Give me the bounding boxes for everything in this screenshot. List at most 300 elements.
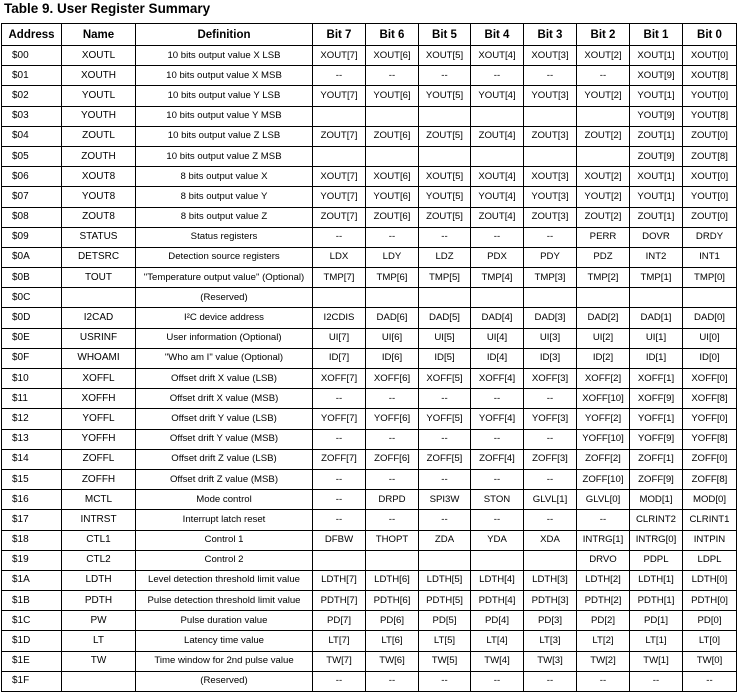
cell-bit0: YOUT[8] (683, 106, 737, 126)
cell-bit6: THOPT (366, 530, 419, 550)
cell-bit2: YOFF[2] (577, 409, 630, 429)
cell-bit5 (419, 106, 471, 126)
cell-bit1: MOD[1] (630, 490, 683, 510)
cell-bit1: DOVR (630, 227, 683, 247)
table-row (2, 268, 737, 288)
cell-name (62, 288, 136, 308)
table-row (2, 469, 737, 489)
cell-bit4: LT[4] (471, 631, 524, 651)
cell-name: STATUS (62, 227, 136, 247)
cell-bit1: ZOUT[1] (630, 126, 683, 146)
table-row (2, 146, 737, 166)
cell-name: ZOUT8 (62, 207, 136, 227)
cell-bit5: ZOUT[5] (419, 207, 471, 227)
cell-bit1: LT[1] (630, 631, 683, 651)
table-row (2, 288, 737, 308)
cell-bit3 (524, 550, 577, 570)
cell-bit6: LDTH[6] (366, 570, 419, 590)
cell-definition: Pulse detection threshold limit value (136, 591, 313, 611)
cell-address: $0F (2, 348, 62, 368)
cell-bit2: LT[2] (577, 631, 630, 651)
cell-bit3: YOFF[3] (524, 409, 577, 429)
cell-address: $08 (2, 207, 62, 227)
cell-bit1: YOUT[1] (630, 86, 683, 106)
table-row (2, 570, 737, 590)
cell-bit3: -- (524, 671, 577, 691)
cell-bit3: -- (524, 510, 577, 530)
cell-definition: "Who am I" value (Optional) (136, 348, 313, 368)
cell-bit4: -- (471, 510, 524, 530)
cell-bit6: ZOFF[6] (366, 449, 419, 469)
cell-bit2: -- (577, 671, 630, 691)
cell-bit5: LDTH[5] (419, 570, 471, 590)
cell-bit1: YOFF[9] (630, 429, 683, 449)
cell-bit3: GLVL[1] (524, 490, 577, 510)
cell-bit5: -- (419, 389, 471, 409)
cell-bit4: STON (471, 490, 524, 510)
cell-bit2: XOFF[10] (577, 389, 630, 409)
cell-bit1: PDPL (630, 550, 683, 570)
cell-definition: Offset drift Y value (MSB) (136, 429, 313, 449)
cell-bit0: CLRINT1 (683, 510, 737, 530)
cell-definition: Pulse duration value (136, 611, 313, 631)
cell-address: $05 (2, 146, 62, 166)
table-row (2, 86, 737, 106)
cell-definition: Offset drift Z value (LSB) (136, 449, 313, 469)
cell-bit1 (630, 288, 683, 308)
cell-bit7: UI[7] (313, 328, 366, 348)
table-row (2, 167, 737, 187)
cell-definition: Level detection threshold limit value (136, 570, 313, 590)
cell-definition: 10 bits output value Z LSB (136, 126, 313, 146)
cell-name: USRINF (62, 328, 136, 348)
cell-bit3: XOFF[3] (524, 369, 577, 389)
cell-bit0: YOUT[0] (683, 187, 737, 207)
cell-bit2: -- (577, 510, 630, 530)
cell-bit1: XOUT[1] (630, 46, 683, 66)
cell-address: $1D (2, 631, 62, 651)
cell-bit6 (366, 550, 419, 570)
cell-bit2: ZOUT[2] (577, 126, 630, 146)
register-summary-table (1, 23, 737, 692)
cell-bit7: ZOFF[7] (313, 449, 366, 469)
cell-bit7: LDX (313, 247, 366, 267)
cell-name: PW (62, 611, 136, 631)
cell-bit1: YOFF[1] (630, 409, 683, 429)
header-row (2, 24, 737, 46)
table-row (2, 66, 737, 86)
cell-bit5: XOFF[5] (419, 369, 471, 389)
cell-name: INTRST (62, 510, 136, 530)
cell-bit4: PDX (471, 247, 524, 267)
cell-bit4: -- (471, 469, 524, 489)
table-row (2, 247, 737, 267)
cell-bit5: -- (419, 671, 471, 691)
cell-bit2: GLVL[0] (577, 490, 630, 510)
cell-bit7: -- (313, 469, 366, 489)
cell-bit7: XOUT[7] (313, 167, 366, 187)
cell-bit5: YOUT[5] (419, 187, 471, 207)
cell-name: XOFFL (62, 369, 136, 389)
cell-name: WHOAMI (62, 348, 136, 368)
cell-name: TOUT (62, 268, 136, 288)
cell-bit6: YOUT[6] (366, 187, 419, 207)
cell-definition: I²C device address (136, 308, 313, 328)
cell-bit4: -- (471, 389, 524, 409)
cell-bit3: -- (524, 66, 577, 86)
cell-bit7: I2CDIS (313, 308, 366, 328)
cell-name: I2CAD (62, 308, 136, 328)
cell-address: $17 (2, 510, 62, 530)
cell-definition: 8 bits output value Y (136, 187, 313, 207)
header-bit1: Bit 1 (630, 24, 683, 46)
cell-bit2: DAD[2] (577, 308, 630, 328)
cell-name: ZOFFL (62, 449, 136, 469)
cell-bit3: LDTH[3] (524, 570, 577, 590)
table-row (2, 490, 737, 510)
cell-address: $06 (2, 167, 62, 187)
cell-bit1: INTRG[0] (630, 530, 683, 550)
cell-bit4: TMP[4] (471, 268, 524, 288)
cell-bit6 (366, 106, 419, 126)
cell-bit7: ID[7] (313, 348, 366, 368)
cell-bit3: -- (524, 429, 577, 449)
cell-bit7: TMP[7] (313, 268, 366, 288)
cell-bit7: DFBW (313, 530, 366, 550)
cell-bit1: XOFF[1] (630, 369, 683, 389)
cell-bit1: ID[1] (630, 348, 683, 368)
cell-bit2: YOUT[2] (577, 187, 630, 207)
cell-address: $0D (2, 308, 62, 328)
cell-bit2: DRVO (577, 550, 630, 570)
cell-bit3: YOUT[3] (524, 187, 577, 207)
cell-bit7 (313, 106, 366, 126)
table-row (2, 187, 737, 207)
cell-bit6: -- (366, 66, 419, 86)
cell-bit2: YOUT[2] (577, 86, 630, 106)
cell-bit5: LT[5] (419, 631, 471, 651)
cell-bit6: YOFF[6] (366, 409, 419, 429)
cell-bit5: TMP[5] (419, 268, 471, 288)
cell-address: $1E (2, 651, 62, 671)
cell-bit0 (683, 288, 737, 308)
cell-bit6: XOUT[6] (366, 167, 419, 187)
cell-bit0: LDTH[0] (683, 570, 737, 590)
cell-bit7 (313, 288, 366, 308)
cell-name: CTL1 (62, 530, 136, 550)
table-row (2, 651, 737, 671)
cell-name: YOUT8 (62, 187, 136, 207)
header-bit0: Bit 0 (683, 24, 737, 46)
table-row (2, 46, 737, 66)
cell-bit5 (419, 288, 471, 308)
header-name: Name (62, 24, 136, 46)
cell-bit7: PDTH[7] (313, 591, 366, 611)
cell-name: YOFFL (62, 409, 136, 429)
cell-bit2: XOUT[2] (577, 167, 630, 187)
cell-bit6: XOUT[6] (366, 46, 419, 66)
cell-bit7: XOUT[7] (313, 46, 366, 66)
cell-definition: Time window for 2nd pulse value (136, 651, 313, 671)
cell-bit7: YOUT[7] (313, 187, 366, 207)
table-row (2, 227, 737, 247)
cell-definition: Control 1 (136, 530, 313, 550)
cell-bit4: -- (471, 227, 524, 247)
cell-bit2 (577, 288, 630, 308)
cell-bit1: ZOUT[9] (630, 146, 683, 166)
cell-bit0: XOFF[0] (683, 369, 737, 389)
cell-bit4: -- (471, 429, 524, 449)
cell-name: ZOUTL (62, 126, 136, 146)
cell-bit5: ZDA (419, 530, 471, 550)
cell-bit2: TMP[2] (577, 268, 630, 288)
cell-name: YOUTL (62, 86, 136, 106)
cell-bit3: ZOFF[3] (524, 449, 577, 469)
cell-bit5: -- (419, 227, 471, 247)
cell-bit5: YOUT[5] (419, 86, 471, 106)
cell-bit0: YOFF[8] (683, 429, 737, 449)
cell-address: $13 (2, 429, 62, 449)
cell-bit5: PD[5] (419, 611, 471, 631)
cell-bit0: DAD[0] (683, 308, 737, 328)
cell-definition: Latency time value (136, 631, 313, 651)
cell-definition: Offset drift Y value (LSB) (136, 409, 313, 429)
cell-bit6: DAD[6] (366, 308, 419, 328)
cell-bit7: -- (313, 671, 366, 691)
cell-bit4: TW[4] (471, 651, 524, 671)
table-row (2, 631, 737, 651)
header-bit2: Bit 2 (577, 24, 630, 46)
header-bit7: Bit 7 (313, 24, 366, 46)
cell-bit5: ZOFF[5] (419, 449, 471, 469)
cell-definition: (Reserved) (136, 671, 313, 691)
cell-bit6: ZOUT[6] (366, 126, 419, 146)
cell-definition: (Reserved) (136, 288, 313, 308)
cell-bit3: XOUT[3] (524, 46, 577, 66)
table-row (2, 611, 737, 631)
cell-bit2: ZOUT[2] (577, 207, 630, 227)
cell-bit0: ZOUT[0] (683, 126, 737, 146)
cell-address: $00 (2, 46, 62, 66)
cell-bit6: LDY (366, 247, 419, 267)
cell-bit4 (471, 146, 524, 166)
cell-bit2: ZOFF[2] (577, 449, 630, 469)
header-bit5: Bit 5 (419, 24, 471, 46)
cell-bit4: DAD[4] (471, 308, 524, 328)
cell-name: YOFFH (62, 429, 136, 449)
cell-bit6: DRPD (366, 490, 419, 510)
cell-bit2: PERR (577, 227, 630, 247)
cell-bit6: -- (366, 389, 419, 409)
cell-address: $07 (2, 187, 62, 207)
cell-bit0: ID[0] (683, 348, 737, 368)
cell-bit6 (366, 288, 419, 308)
cell-definition: 10 bits output value X LSB (136, 46, 313, 66)
cell-bit6: TMP[6] (366, 268, 419, 288)
cell-name: CTL2 (62, 550, 136, 570)
cell-name: LDTH (62, 570, 136, 590)
table-title: Table 9. User Register Summary (4, 1, 211, 16)
cell-bit0: -- (683, 671, 737, 691)
cell-bit5: -- (419, 429, 471, 449)
cell-bit0: DRDY (683, 227, 737, 247)
cell-bit7: LDTH[7] (313, 570, 366, 590)
cell-address: $11 (2, 389, 62, 409)
table-row (2, 409, 737, 429)
cell-name: YOUTH (62, 106, 136, 126)
cell-bit1: XOFF[9] (630, 389, 683, 409)
cell-bit0: PDTH[0] (683, 591, 737, 611)
cell-bit0: ZOUT[8] (683, 146, 737, 166)
cell-bit3: LT[3] (524, 631, 577, 651)
cell-bit2: XOFF[2] (577, 369, 630, 389)
table-row (2, 126, 737, 146)
cell-bit0: UI[0] (683, 328, 737, 348)
cell-bit7: XOFF[7] (313, 369, 366, 389)
cell-address: $1B (2, 591, 62, 611)
cell-bit3 (524, 146, 577, 166)
cell-address: $18 (2, 530, 62, 550)
header-definition: Definition (136, 24, 313, 46)
cell-bit0: TW[0] (683, 651, 737, 671)
cell-address: $04 (2, 126, 62, 146)
cell-bit2: ZOFF[10] (577, 469, 630, 489)
table-row (2, 550, 737, 570)
table-row (2, 308, 737, 328)
cell-bit2: LDTH[2] (577, 570, 630, 590)
cell-bit3: ID[3] (524, 348, 577, 368)
cell-bit1: CLRINT2 (630, 510, 683, 530)
cell-bit3: ZOUT[3] (524, 126, 577, 146)
cell-bit2: PD[2] (577, 611, 630, 631)
cell-bit3: PDY (524, 247, 577, 267)
cell-bit0: INT1 (683, 247, 737, 267)
table-row (2, 530, 737, 550)
cell-bit0: XOFF[8] (683, 389, 737, 409)
table-row (2, 429, 737, 449)
cell-definition: Interrupt latch reset (136, 510, 313, 530)
cell-bit7 (313, 146, 366, 166)
cell-bit2 (577, 146, 630, 166)
cell-address: $10 (2, 369, 62, 389)
cell-address: $0E (2, 328, 62, 348)
cell-bit5: DAD[5] (419, 308, 471, 328)
cell-bit4: PDTH[4] (471, 591, 524, 611)
table-row (2, 671, 737, 691)
cell-bit1: XOUT[1] (630, 167, 683, 187)
cell-bit6: -- (366, 227, 419, 247)
cell-bit3: -- (524, 389, 577, 409)
cell-bit4: UI[4] (471, 328, 524, 348)
table-row (2, 449, 737, 469)
cell-address: $1C (2, 611, 62, 631)
cell-address: $0B (2, 268, 62, 288)
cell-bit5: UI[5] (419, 328, 471, 348)
cell-bit0: PD[0] (683, 611, 737, 631)
cell-bit5: XOUT[5] (419, 167, 471, 187)
cell-address: $02 (2, 86, 62, 106)
cell-bit4: YOUT[4] (471, 86, 524, 106)
cell-bit3: PD[3] (524, 611, 577, 631)
cell-bit5: -- (419, 469, 471, 489)
cell-bit2: XOUT[2] (577, 46, 630, 66)
cell-bit3: -- (524, 469, 577, 489)
cell-bit7: -- (313, 227, 366, 247)
cell-bit1: ZOFF[9] (630, 469, 683, 489)
cell-bit0: XOUT[0] (683, 167, 737, 187)
cell-bit4: YOFF[4] (471, 409, 524, 429)
cell-bit5: ZOUT[5] (419, 126, 471, 146)
cell-name (62, 671, 136, 691)
cell-bit7: PD[7] (313, 611, 366, 631)
cell-bit2: TW[2] (577, 651, 630, 671)
cell-bit4: ZOUT[4] (471, 207, 524, 227)
cell-bit5: YOFF[5] (419, 409, 471, 429)
cell-bit3: TMP[3] (524, 268, 577, 288)
cell-name: DETSRC (62, 247, 136, 267)
cell-address: $16 (2, 490, 62, 510)
cell-bit7: YOUT[7] (313, 86, 366, 106)
cell-definition: "Temperature output value" (Optional) (136, 268, 313, 288)
cell-bit4 (471, 106, 524, 126)
cell-bit1: -- (630, 671, 683, 691)
cell-bit1: XOUT[9] (630, 66, 683, 86)
cell-definition: Detection source registers (136, 247, 313, 267)
cell-bit6: XOFF[6] (366, 369, 419, 389)
cell-bit1: UI[1] (630, 328, 683, 348)
table-row (2, 510, 737, 530)
cell-bit0: ZOFF[8] (683, 469, 737, 489)
cell-address: $1F (2, 671, 62, 691)
cell-bit7: YOFF[7] (313, 409, 366, 429)
cell-bit7: ZOUT[7] (313, 126, 366, 146)
cell-definition: Control 2 (136, 550, 313, 570)
cell-bit7: -- (313, 510, 366, 530)
cell-definition: Mode control (136, 490, 313, 510)
cell-bit0: XOUT[0] (683, 46, 737, 66)
register-rows (2, 46, 737, 692)
cell-bit3 (524, 106, 577, 126)
cell-bit2: -- (577, 66, 630, 86)
table-row (2, 389, 737, 409)
cell-address: $01 (2, 66, 62, 86)
cell-bit5: TW[5] (419, 651, 471, 671)
cell-bit0: LDPL (683, 550, 737, 570)
cell-bit0: LT[0] (683, 631, 737, 651)
cell-bit7: -- (313, 66, 366, 86)
cell-bit6: PDTH[6] (366, 591, 419, 611)
cell-bit5 (419, 146, 471, 166)
cell-bit1: LDTH[1] (630, 570, 683, 590)
cell-address: $0C (2, 288, 62, 308)
header-bit3: Bit 3 (524, 24, 577, 46)
cell-bit4: PD[4] (471, 611, 524, 631)
cell-bit3: TW[3] (524, 651, 577, 671)
cell-bit3: XOUT[3] (524, 167, 577, 187)
cell-bit6: PD[6] (366, 611, 419, 631)
cell-bit1: YOUT[9] (630, 106, 683, 126)
cell-bit5: XOUT[5] (419, 46, 471, 66)
cell-bit4: YOUT[4] (471, 187, 524, 207)
cell-bit6: -- (366, 469, 419, 489)
cell-bit7: ZOUT[7] (313, 207, 366, 227)
table-row (2, 106, 737, 126)
cell-bit1: ZOFF[1] (630, 449, 683, 469)
cell-definition: 10 bits output value X MSB (136, 66, 313, 86)
cell-bit6: YOUT[6] (366, 86, 419, 106)
cell-bit5: PDTH[5] (419, 591, 471, 611)
cell-bit1: ZOUT[1] (630, 207, 683, 227)
